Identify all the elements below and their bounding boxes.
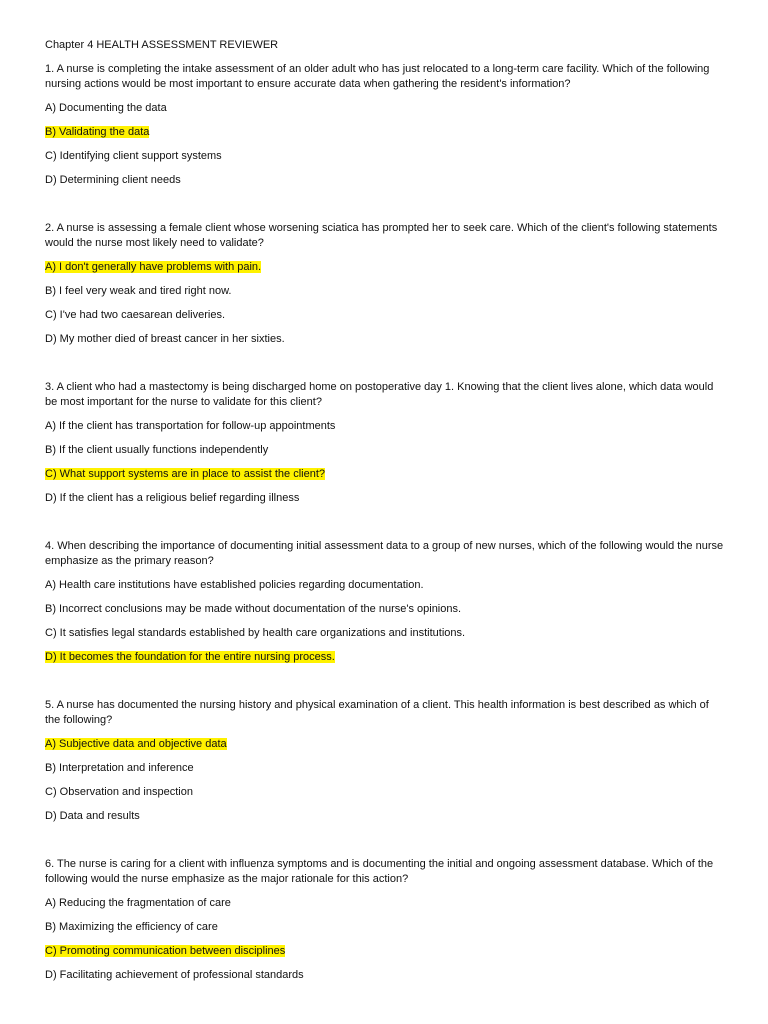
answer-option: [45, 149, 725, 164]
answer-option: [45, 626, 725, 641]
answer-option: [45, 101, 725, 116]
option-text: A) Subjective data and objective data: [45, 738, 227, 750]
option-text: C) Identifying client support systems: [45, 150, 222, 162]
question-2: [45, 221, 725, 347]
document-page: [45, 38, 725, 983]
answer-option-highlighted: [45, 944, 725, 959]
option-text: C) Promoting communication between disciplines: [45, 945, 286, 957]
answer-option: [45, 308, 725, 323]
option-text: C) It satisfies legal standards established by health care organizations and institutions.: [45, 627, 466, 639]
option-text: B) Incorrect conclusions may be made without documentation of the nurse's opinions.: [45, 603, 462, 615]
option-text: D) It becomes the foundation for the entire nursing process.: [45, 651, 335, 663]
answer-option: [45, 491, 725, 506]
answer-option: [45, 896, 725, 911]
question-text: 1. A nurse is completing the intake assessment of an older adult who has just relocated to a long-term care facility. Which of the following nursing actions would be most important to ensure accurate data when gathering the resident's information?: [45, 63, 710, 90]
option-text: B) If the client usually functions independently: [45, 444, 269, 456]
option-text: D) Determining client needs: [45, 174, 181, 186]
question-text: 4. When describing the importance of documenting initial assessment data to a group of new nurses, which of the following would the nurse emphasize as the primary reason?: [45, 540, 724, 567]
option-text: A) If the client has transportation for follow-up appointments: [45, 420, 336, 432]
document-title: Chapter 4 HEALTH ASSESSMENT REVIEWER: [45, 39, 279, 51]
question-text: 3. A client who had a mastectomy is being discharged home on postoperative day 1. Knowing that the client lives alone, which data would be most important for the nurse to validate for this client?: [45, 381, 714, 408]
option-text: A) I don't generally have problems with pain.: [45, 261, 262, 273]
option-text: A) Health care institutions have established policies regarding documentation.: [45, 579, 424, 591]
answer-option: [45, 173, 725, 188]
option-text: C) What support systems are in place to assist the client?: [45, 468, 326, 480]
option-text: D) My mother died of breast cancer in her sixties.: [45, 333, 285, 345]
option-text: B) I feel very weak and tired right now.: [45, 285, 232, 297]
option-text: B) Interpretation and inference: [45, 762, 194, 774]
option-text: A) Documenting the data: [45, 102, 167, 114]
question-text: 6. The nurse is caring for a client with influenza symptoms and is documenting the initial and ongoing assessment database. Which of the following would the nurse emphasize as the major rationale for this action?: [45, 858, 714, 885]
answer-option: [45, 809, 725, 824]
option-text: C) I've had two caesarean deliveries.: [45, 309, 226, 321]
answer-option: [45, 332, 725, 347]
option-text: B) Maximizing the efficiency of care: [45, 921, 218, 933]
question-4: [45, 539, 725, 665]
answer-option: [45, 284, 725, 299]
answer-option: [45, 968, 725, 983]
option-text: A) Reducing the fragmentation of care: [45, 897, 231, 909]
answer-option-highlighted: [45, 737, 725, 752]
answer-option: [45, 761, 725, 776]
question-5: [45, 698, 725, 824]
option-text: D) Facilitating achievement of professional standards: [45, 969, 304, 981]
option-text: D) If the client has a religious belief regarding illness: [45, 492, 300, 504]
answer-option: [45, 602, 725, 617]
answer-option-highlighted: [45, 125, 725, 140]
question-text: 2. A nurse is assessing a female client whose worsening sciatica has prompted her to seek care. Which of the client's following statements would the nurse most likely need to validate?: [45, 222, 718, 249]
answer-option-highlighted: [45, 650, 725, 665]
question-6: [45, 857, 725, 983]
question-text: 5. A nurse has documented the nursing history and physical examination of a client. This health information is best described as which of the following?: [45, 699, 709, 726]
answer-option: [45, 785, 725, 800]
answer-option: [45, 920, 725, 935]
option-text: B) Validating the data: [45, 126, 150, 138]
answer-option: [45, 578, 725, 593]
answer-option: [45, 419, 725, 434]
question-3: [45, 380, 725, 506]
option-text: C) Observation and inspection: [45, 786, 193, 798]
question-1: [45, 62, 725, 188]
answer-option-highlighted: [45, 260, 725, 275]
answer-option-highlighted: [45, 467, 725, 482]
answer-option: [45, 443, 725, 458]
option-text: D) Data and results: [45, 810, 140, 822]
